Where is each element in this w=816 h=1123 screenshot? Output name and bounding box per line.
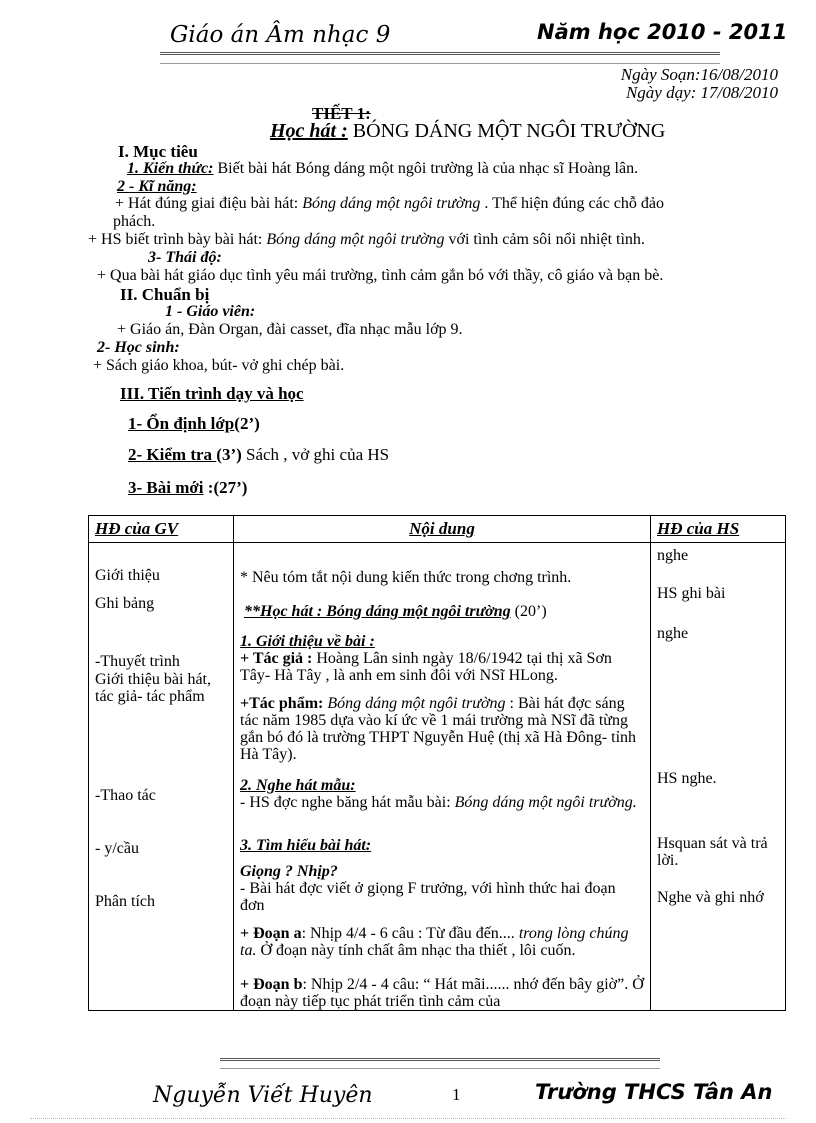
section-2-1-label: 1 - Giáo viên:	[165, 303, 256, 320]
section-a-post: Ở đoạn này tính chất âm nhạc tha thiết , lôi cuốn.	[256, 942, 576, 959]
gv-request: - y/cầu	[95, 840, 139, 857]
footer-divider	[220, 1058, 660, 1069]
section-a-label: + Đoạn a	[240, 925, 302, 942]
content-part-2-label: 2. Nghe hát mẫu:	[240, 777, 356, 794]
content-part-1-label: 1. Giới thiệu về bài :	[240, 633, 375, 650]
skill-a-post: . Thể hiện đúng các chỗ đảo	[480, 195, 664, 212]
section-3-2-text: Sách , vở ghi của HS	[241, 445, 390, 464]
section-1-2-a-cont: phách.	[113, 213, 156, 230]
gv-operate: -Thao tác	[95, 787, 156, 804]
table-header-row	[89, 516, 786, 543]
section-1-label: I. Mục tiêu	[118, 142, 198, 161]
content-hoc-hat-label: **Học hát : Bóng dáng một ngôi trường	[244, 603, 511, 620]
gv-intro: Giới thiệu	[95, 567, 160, 584]
listen-text: - HS đợc nghe băng hát mẫu bài:	[240, 794, 455, 811]
lesson-table	[88, 515, 786, 1011]
header-student: HĐ của HS	[651, 516, 786, 543]
work-text: : Bài hát đợc sáng tác năm 1985 dựa vào kí ức về 1 mái trường mà NSĩ đã từng gắn bó đó là trường THPT Nguyễn Huệ (thị xã Hà Đông- tỉnh Hà Tây).	[240, 695, 637, 763]
hs-listen-2: nghe	[657, 625, 689, 642]
section-3-1-time: (2’)	[234, 414, 260, 433]
author-label: + Tác giả :	[240, 650, 313, 667]
listen-song: Bóng dáng một ngôi trường.	[454, 794, 637, 811]
section-2-2-text: + Sách giáo khoa, bút- vở ghi chép bài.	[93, 357, 345, 374]
section-a-song: trong lòng chúng ta.	[240, 925, 629, 959]
section-1-2-label: 2 - Kĩ năng:	[117, 178, 197, 195]
section-1-1	[127, 160, 638, 178]
section-2-1-text: + Giáo án, Đàn Organ, đài casset, đĩa nhạc mẫu lớp 9.	[117, 321, 463, 338]
lesson-title-prefix: Học hát :	[270, 120, 348, 142]
section-3-3	[128, 478, 247, 498]
content-section-a	[240, 925, 644, 959]
content-listen	[240, 794, 637, 811]
page-number: 1	[452, 1085, 461, 1104]
header-content: Nội dung	[234, 516, 651, 543]
content-author	[240, 650, 644, 684]
content-part-3-label: 3. Tìm hiểu bài hát:	[240, 837, 372, 854]
section-3-2	[128, 445, 389, 465]
section-3-3-time: :(27’)	[203, 478, 248, 497]
section-a-text: : Nhịp 4/4 - 6 câu : Từ đầu đến....	[301, 925, 519, 942]
content-hoc-hat-time: (20’)	[510, 603, 547, 620]
hs-listen-3: HS nghe.	[657, 770, 717, 787]
work-label: +Tác phẩm:	[240, 695, 324, 712]
section-3-1-label: 1- Ổn định lớp	[128, 414, 235, 433]
skill-a-song: Bóng dáng một ngôi trường	[302, 195, 481, 212]
section-1-1-label: 1. Kiến thức:	[127, 160, 214, 177]
hs-listen-1: nghe	[657, 547, 689, 564]
section-1-2-b	[88, 231, 645, 249]
content-column	[234, 543, 651, 1011]
section-1-3-label: 3- Thái độ:	[148, 249, 222, 266]
student-column	[651, 543, 786, 1011]
section-1-2-a	[115, 195, 664, 213]
content-work	[240, 695, 644, 763]
section-3-2-time: (3’)	[216, 445, 242, 464]
lesson-title	[270, 120, 665, 143]
gv-intro-song: Giới thiệu bài hát, tác giả- tác phẩm	[95, 671, 211, 705]
section-1-heading	[118, 142, 198, 162]
skill-b-post: với tình cảm sôi nổi nhiệt tình.	[444, 231, 645, 248]
section-3-3-label: 3- Bài mới	[128, 478, 204, 497]
content-section-b	[240, 976, 644, 1010]
skill-b-song: Bóng dáng một ngôi trường	[266, 231, 445, 248]
header-subject: Giáo án Âm nhạc 9	[170, 22, 391, 48]
header-divider	[160, 52, 720, 64]
footer-school: Trường THCS Tân An	[535, 1080, 773, 1104]
content-key: - Bài hát đợc viết ở giọng F trưởng, với hình thức hai đoạn đơn	[240, 880, 616, 914]
table-row	[89, 543, 786, 1011]
date-taught: Ngày dạy: 17/08/2010	[625, 83, 778, 102]
gv-board: Ghi bảng	[95, 595, 155, 612]
footer-author: Nguyễn Viết Huyên	[153, 1083, 373, 1108]
teacher-column	[89, 543, 234, 1011]
page-bottom-dots	[30, 1118, 786, 1119]
work-song: Bóng dáng một ngôi trường	[323, 695, 506, 712]
lesson-title-song: BÓNG DÁNG MỘT NGÔI TRƯỜNG	[352, 120, 666, 142]
section-b-text: : Nhịp 2/4 - 4 câu: “ Hát mãi...... nhớ đến bây giờ”. Ở đoạn này tiếp tục phát triển tình cảm của	[240, 976, 644, 1010]
header-teacher: HĐ của GV	[89, 516, 234, 543]
hs-remember: Nghe và ghi nhớ	[657, 889, 764, 906]
gv-analyze: Phân tích	[95, 893, 155, 910]
section-3-heading: III. Tiến trình dạy và học	[120, 384, 304, 403]
content-hoc-hat	[244, 603, 547, 620]
skill-b-text: + HS biết trình bày bài hát:	[88, 231, 267, 248]
content-question: Giọng ? Nhịp?	[240, 863, 338, 880]
skill-a-text: + Hát đúng giai điệu bài hát:	[115, 195, 303, 212]
section-3-1	[128, 414, 260, 434]
header-school-year: Năm học 2010 - 2011	[537, 20, 788, 44]
gv-lecture: -Thuyết trình	[95, 653, 180, 670]
hs-note: HS ghi bài	[657, 585, 726, 602]
hs-observe: Hsquan sát và trả lời.	[657, 835, 768, 869]
content-intro: * Nêu tóm tắt nội dung kiến thức trong chơng trình.	[240, 569, 572, 586]
section-2-2-label: 2- Học sinh:	[97, 339, 180, 356]
section-b-label: + Đoạn b	[240, 976, 303, 993]
section-1-1-text: Biết bài hát Bóng dáng một ngôi trường là của nhạc sĩ Hoàng lân.	[213, 160, 639, 177]
lesson-number: TIẾT 1:	[312, 104, 371, 123]
section-2-heading: II. Chuẩn bị	[120, 285, 210, 304]
section-1-3-text: + Qua bài hát giáo dục tình yêu mái trường, tình cảm gắn bó với thầy, cô giáo và bạn bè.	[97, 267, 664, 284]
section-3-2-label: 2- Kiểm tra	[128, 445, 217, 464]
author-text: Hoàng Lân sinh ngày 18/6/1942 tại thị xã Sơn Tây- Hà Tây , là anh em sinh đôi với NSĩ HLong.	[240, 650, 612, 684]
date-prepared: Ngày Soạn:16/08/2010	[620, 65, 778, 84]
